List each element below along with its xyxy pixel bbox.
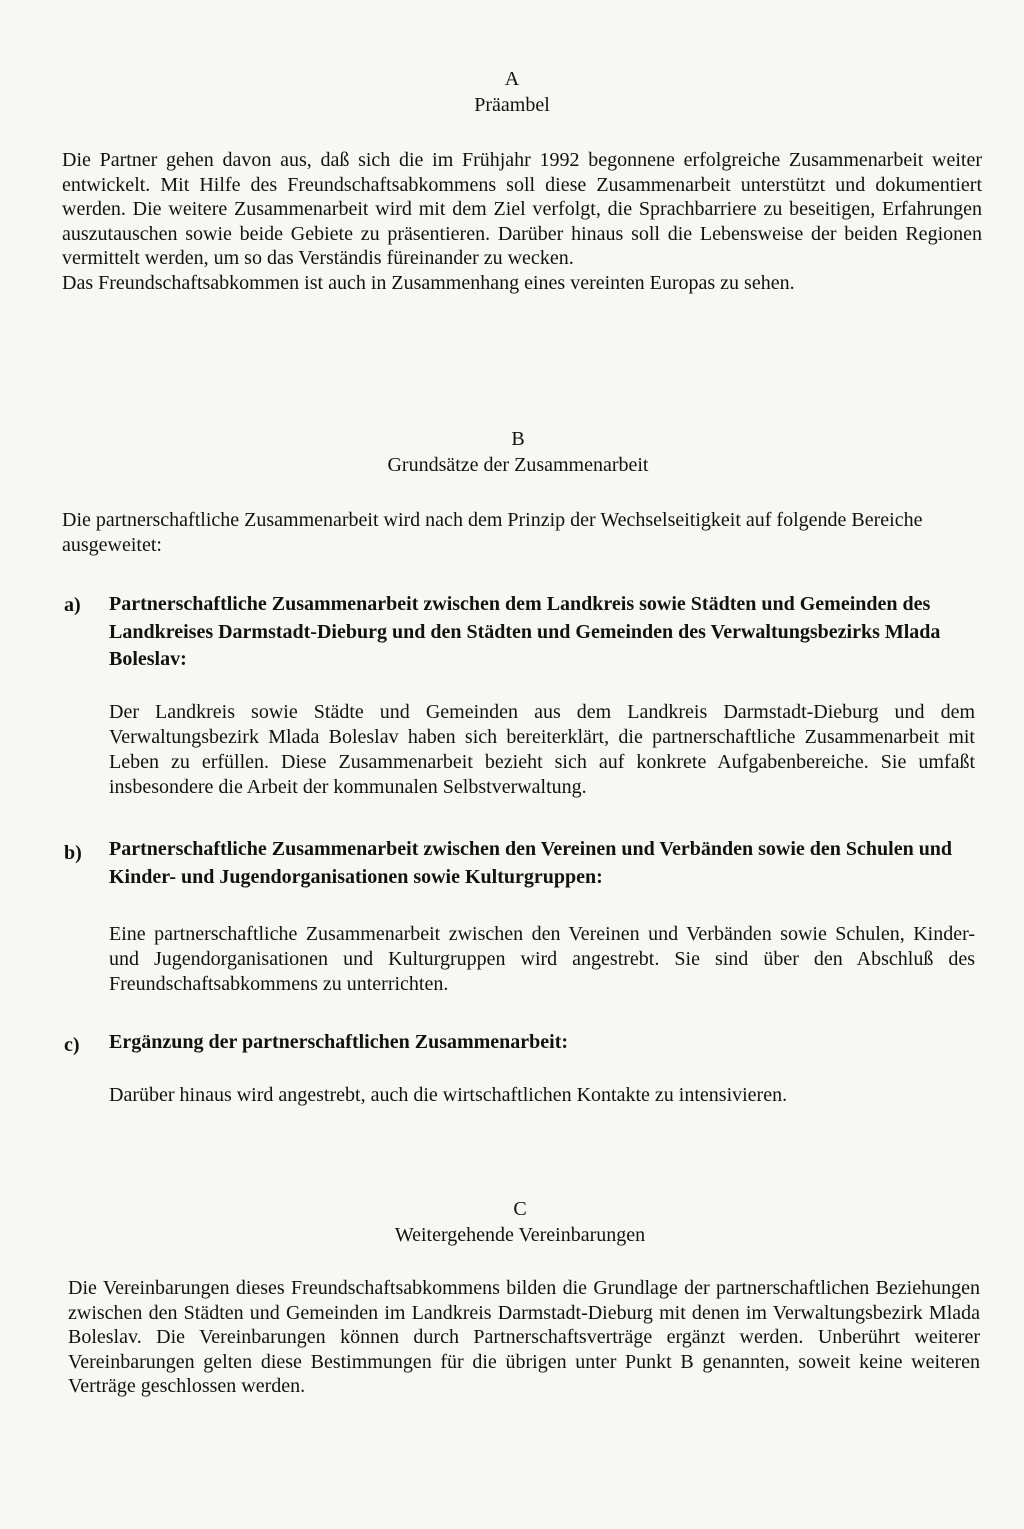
- item-b-body: Eine partnerschaftliche Zusammenarbeit zwischen den Vereinen und Verbänden sowie Schulen, Kinder- und Jugendorganisationen und Kulturgruppen wird angestrebt. Sie sind über den Abschluß des Freundschaftsabkommens zu unterrichten.: [109, 923, 975, 995]
- section-a-heading: [0, 66, 1024, 118]
- preamble-paragraph: Die Partner gehen davon aus, daß sich die im Frühjahr 1992 begonnene erfolgreiche Zusammenarbeit weiter entwickelt. Mit Hilfe des Freundschaftsabkommens soll diese Zusammenarbeit unterstützt und dokumentiert werden. Die weitere Zusammenarbeit wird mit dem Ziel verfolgt, die Sprachbarriere zu beseitigen, Erfahrungen auszutauschen sowie beide Gebiete zu präsentieren. Darüber hinaus soll die Lebensweise der beiden Regionen vermittelt werden, um so das Verständis füreinander zu wecken.: [62, 149, 982, 269]
- section-c-body: Die Vereinbarungen dieses Freundschaftsabkommens bilden die Grundlage der partnerschaftlichen Beziehungen zwischen den Städten und Gemeinden im Landkreis Darmstadt-Dieburg mit denen im Verwaltungsbezirk Mlada Boleslav. Die Vereinbarungen können durch Partnerschaftsverträge ergänzt werden. Unberührt weiterer Vereinbarungen gelten diese Bestimmungen für die übrigen unter Punkt B genannten, soweit keine weiteren Verträge geschlossen werden.: [68, 1277, 980, 1397]
- preamble-last-line: Das Freundschaftsabkommen ist auch in Zusammenhang eines vereinten Europas zu sehen.: [62, 271, 795, 294]
- section-c-title: Weitergehende Vereinbarungen: [394, 1224, 646, 1246]
- section-a-title: Präambel: [474, 94, 550, 116]
- section-c-heading: [0, 1196, 1024, 1248]
- item-c-title: Ergänzung der partnerschaftlichen Zusammenarbeit:: [109, 1031, 569, 1053]
- item-c-body: Darüber hinaus wird angestrebt, auch die wirtschaftlichen Kontakte zu intensivieren.: [109, 1084, 788, 1106]
- item-a-body: Der Landkreis sowie Städte und Gemeinden aus dem Landkreis Darmstadt-Dieburg und dem Verwaltungsbezirk Mlada Boleslav haben sich bereiterklärt, die partnerschaftliche Zusammenarbeit mit Leben zu erfüllen. Diese Zusammenarbeit bezieht sich auf konkrete Aufgabenbereiche. Sie umfaßt insbesondere die Arbeit der kommunalen Selbstverwaltung.: [109, 701, 975, 798]
- item-a-letter: a): [64, 594, 81, 616]
- item-b-letter: b): [64, 842, 82, 864]
- section-a-letter: A: [504, 68, 520, 90]
- section-a-body: [62, 148, 982, 295]
- section-b-intro: Die partnerschaftliche Zusammenarbeit wird nach dem Prinzip der Wechselseitigkeit auf folgende Bereiche ausgeweitet:: [62, 509, 923, 556]
- section-c-letter: C: [513, 1198, 527, 1220]
- item-b-title: Partnerschaftliche Zusammenarbeit zwischen den Vereinen und Verbänden sowie den Schulen und Kinder- und Jugendorganisationen sowie Kulturgruppen:: [109, 838, 953, 888]
- section-b-letter: B: [511, 428, 525, 450]
- item-c-letter: c): [64, 1034, 80, 1056]
- section-b-heading: [0, 426, 1024, 478]
- item-a-title: Partnerschaftliche Zusammenarbeit zwischen dem Landkreis sowie Städten und Gemeinden des Landkreises Darmstadt-Dieburg und den Städten und Gemeinden des Verwaltungsbezirks Mlada Boleslav:: [109, 593, 941, 670]
- section-b-title: Grundsätze der Zusammenarbeit: [387, 454, 649, 476]
